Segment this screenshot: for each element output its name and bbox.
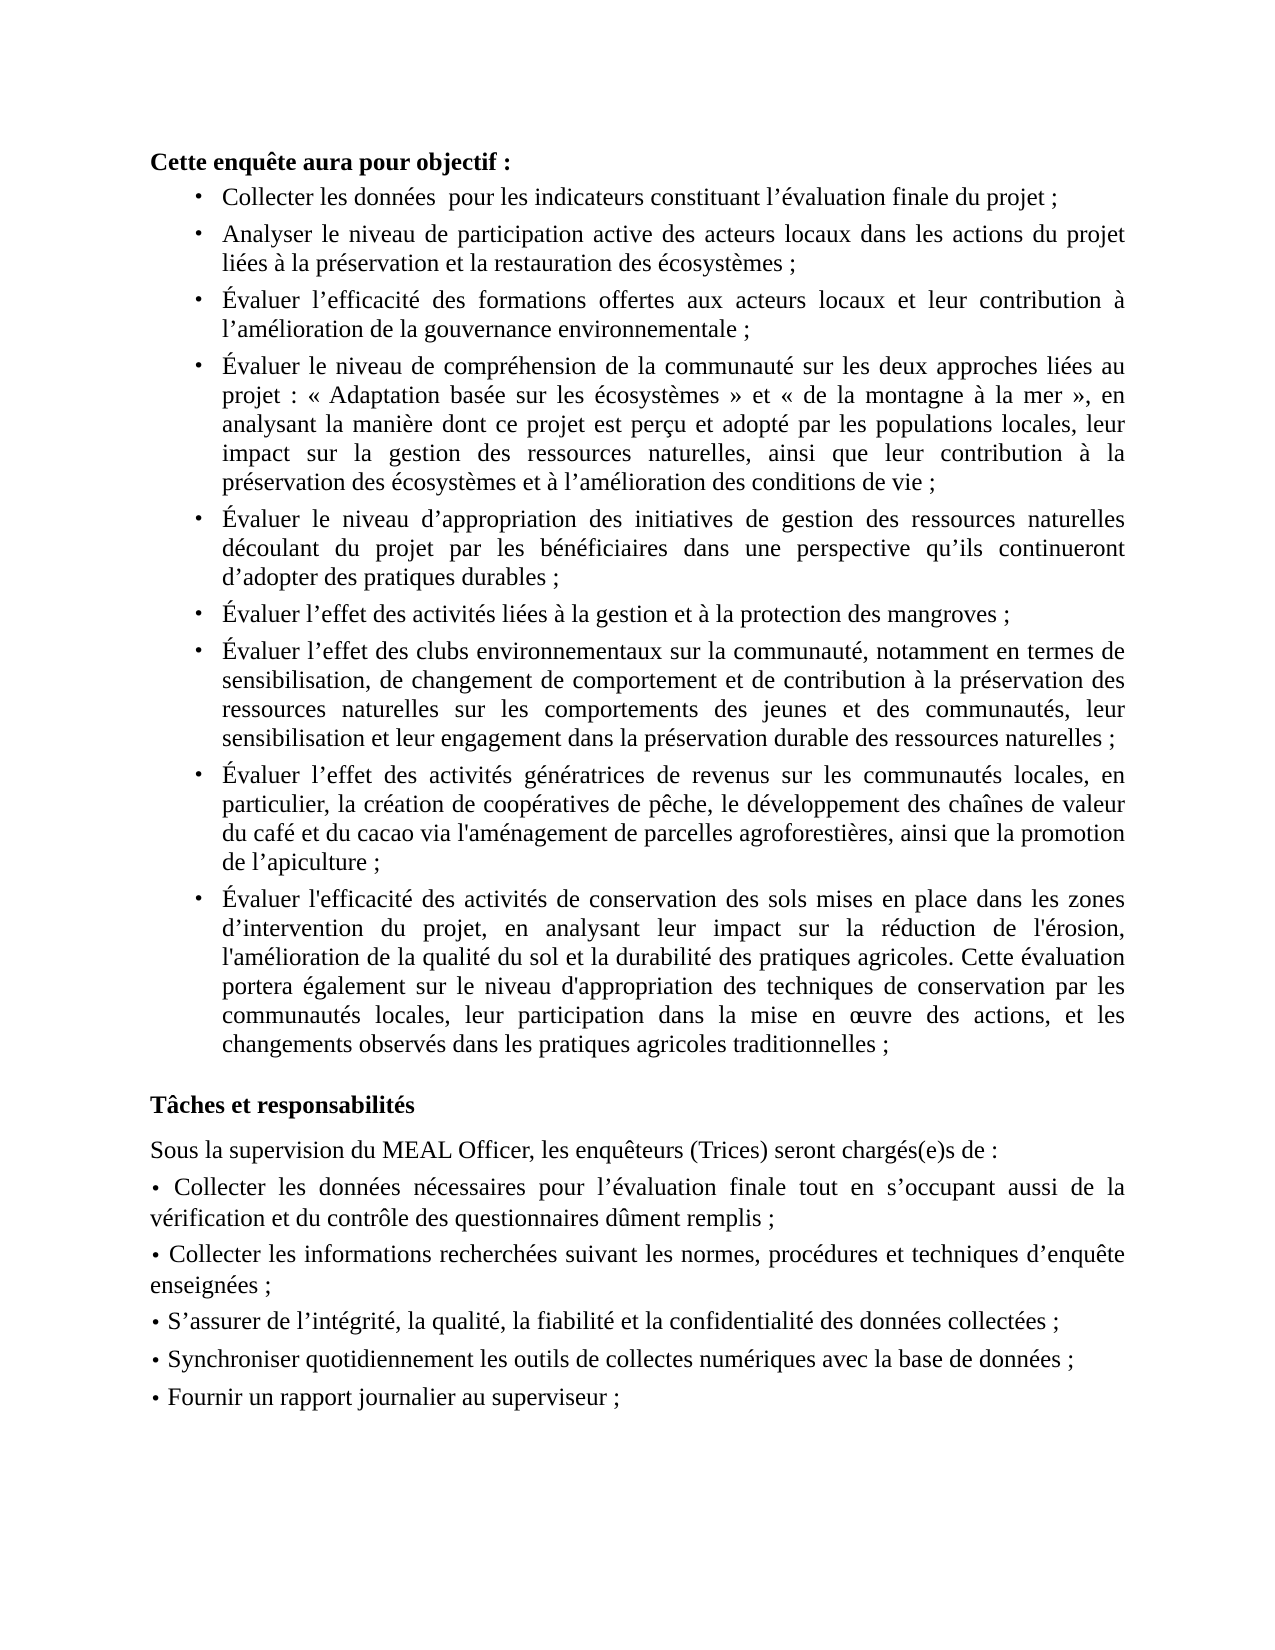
objective-item-text: Évaluer l’effet des clubs environnementaux sur la communauté, notamment en termes de sensibilisation, de changement de comportement et de contribution à la préservation des ressources naturelles sur les comportements des jeunes et des communautés, leur sensibilisation et leur engagement dans la préservation durable des ressources naturelles ; <box>222 638 1125 752</box>
bullet-marker-icon: • <box>150 1178 162 1200</box>
objective-item-text: Évaluer l’efficacité des formations offertes aux acteurs locaux et leur contribution à l’amélioration de la gouvernance environnementale ; <box>222 287 1125 343</box>
objective-item-text: Analyser le niveau de participation active des acteurs locaux dans les actions du projet liées à la préservation et la restauration des écosystèmes ; <box>222 221 1125 277</box>
tasks-section-heading: Tâches et responsabilités <box>150 1092 415 1119</box>
objective-item-text: Évaluer l'efficacité des activités de conservation des sols mises en place dans les zones d’intervention du projet, en analysant leur impact sur la réduction de l'érosion, l'amélioration de la qualité du sol et la durabilité des pratiques agricoles. Cette évaluation portera également sur le niveau d'appropriation des techniques de conservation par les communautés locales, leur participation dans la mise en œuvre des actions, et les changements observés dans les pratiques agricoles traditionnelles ; <box>222 886 1125 1058</box>
objectives-section-heading: Cette enquête aura pour objectif : <box>150 149 512 176</box>
task-item-text: Synchroniser quotidiennement les outils de collectes numériques avec la base de données ; <box>167 1346 1075 1373</box>
objective-list-item <box>150 761 1125 877</box>
task-item <box>150 1383 1125 1414</box>
bullet-marker-icon: • <box>193 289 205 311</box>
task-item-text: Collecter les informations recherchées suivant les normes, procédures et techniques d’enquête enseignées ; <box>150 1241 1126 1299</box>
bullet-marker-icon: • <box>193 223 205 245</box>
bullet-marker-icon: • <box>150 1312 162 1334</box>
tasks-list <box>150 1173 1125 1414</box>
objective-list-item <box>150 352 1125 497</box>
task-item-text: Collecter les données nécessaires pour l’évaluation finale tout en s’occupant aussi de la vérification et du contrôle des questionnaires dûment remplis ; <box>150 1174 1125 1232</box>
objective-list-item <box>150 885 1125 1059</box>
objective-item-text: Évaluer le niveau d’appropriation des initiatives de gestion des ressources naturelles découlant du projet par les bénéficiaires dans une perspective qu’ils continueront d’adopter des pratiques durables ; <box>222 506 1125 591</box>
bullet-marker-icon: • <box>193 508 205 530</box>
bullet-marker-icon: • <box>193 603 205 625</box>
tasks-intro-text: Sous la supervision du MEAL Officer, les enquêteurs (Trices) seront chargés(e)s de : <box>150 1137 999 1164</box>
bullet-marker-icon: • <box>193 764 205 786</box>
objective-list-item <box>150 505 1125 592</box>
objective-list-item <box>150 286 1125 344</box>
objective-item-text: Évaluer l’effet des activités liées à la gestion et à la protection des mangroves ; <box>222 601 1011 628</box>
objective-item-text: Évaluer le niveau de compréhension de la communauté sur les deux approches liées au projet : « Adaptation basée sur les écosystèmes » et « de la montagne à la mer », en analysant la manière dont ce projet est perçu et adopté par les populations locales, leur impact sur la gestion des ressources naturelles, ainsi que leur contribution à la préservation des écosystèmes et à l’amélioration des conditions de vie ; <box>222 353 1125 496</box>
bullet-marker-icon: • <box>193 640 205 662</box>
task-item-text: Fournir un rapport journalier au superviseur ; <box>167 1384 621 1411</box>
bullet-marker-icon: • <box>193 888 205 910</box>
objective-list-item <box>150 183 1125 212</box>
objective-list-item <box>150 600 1125 629</box>
bullet-marker-icon: • <box>193 186 205 208</box>
task-item-text: S’assurer de l’intégrité, la qualité, la fiabilité et la confidentialité des données collectées ; <box>167 1308 1060 1335</box>
task-item <box>150 1240 1125 1300</box>
objectives-list <box>150 183 1125 1059</box>
objective-item-text: Collecter les données pour les indicateurs constituant l’évaluation finale du projet ; <box>222 184 1058 211</box>
bullet-marker-icon: • <box>193 355 205 377</box>
bullet-marker-icon: • <box>150 1350 162 1372</box>
task-item <box>150 1173 1125 1233</box>
bullet-marker-icon: • <box>150 1388 162 1410</box>
objective-list-item <box>150 220 1125 278</box>
bullet-marker-icon: • <box>150 1245 162 1267</box>
objective-list-item <box>150 637 1125 753</box>
task-item <box>150 1345 1125 1376</box>
objective-item-text: Évaluer l’effet des activités génératrices de revenus sur les communautés locales, en particulier, la création de coopératives de pêche, le développement des chaînes de valeur du café et du cacao via l'aménagement de parcelles agroforestières, ainsi que la promotion de l’apiculture ; <box>222 762 1125 876</box>
task-item <box>150 1307 1125 1338</box>
